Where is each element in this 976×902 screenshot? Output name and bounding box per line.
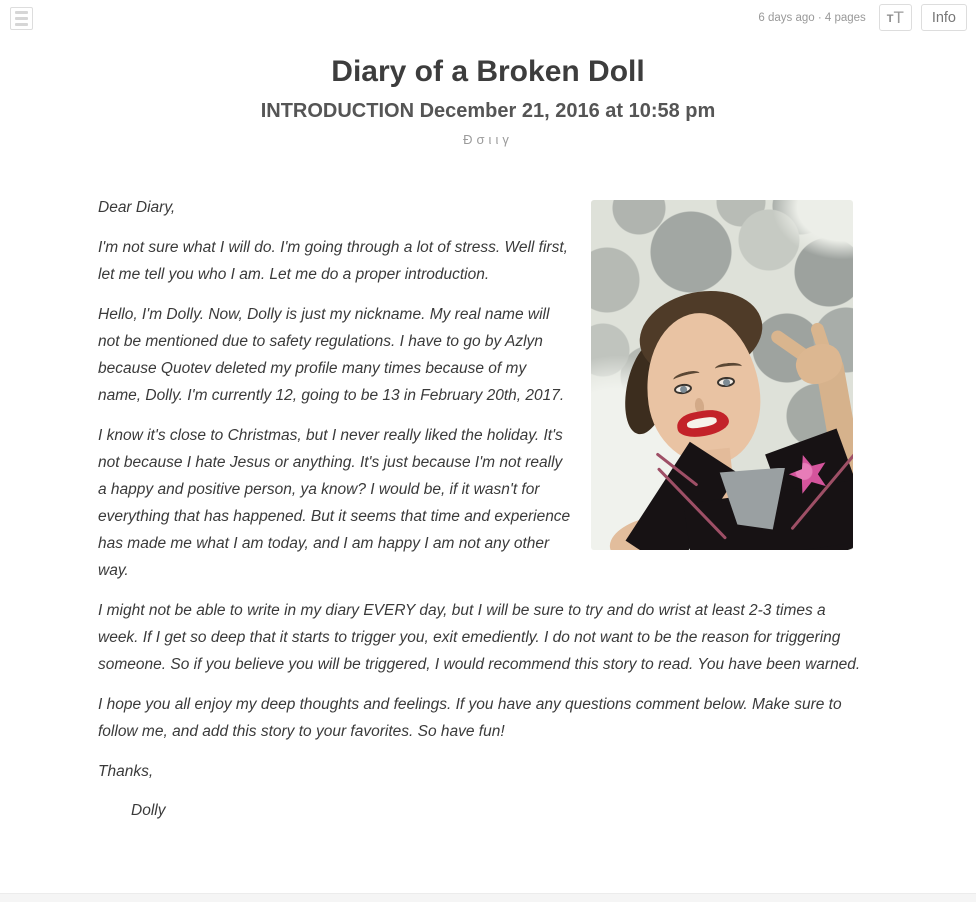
paragraph: I know it's close to Christmas, but I never really liked the holiday. It's not because I hate Jesus or anything. It's just because I'm not really a happy and positive person, ya know? I would be, if it wasn't for everything that has happened. But it seems that time and experience has made me what I am today, and I am happy I am not any other way. xyxy=(98,426,571,579)
paragraph: I'm not sure what I will do. I'm going through a lot of stress. Well first, let me tell you who I am. Let me do a proper introduction. xyxy=(98,238,568,283)
chapter-body xyxy=(98,194,870,824)
chapter-header xyxy=(0,36,976,147)
info-button[interactable]: Info xyxy=(921,4,967,31)
hamburger-icon xyxy=(15,11,28,14)
story-meta: 6 days ago · 4 pages xyxy=(758,11,866,24)
chapter-title: INTRODUCTION December 21, 2016 at 10:58 pm xyxy=(260,99,716,122)
paragraph: I might not be able to write in my diary EVERY day, but I will be sure to try and do wrist at least 2-3 times a week. If I get so deep that it starts to trigger you, exit emediently. I do not want to be the reason for triggering someone. So if you believe you will be triggered, I would recommend this story to read. You have been warned. xyxy=(98,601,861,673)
next-section-divider xyxy=(0,893,976,902)
paragraph: Hello, I'm Dolly. Now, Dolly is just my nickname. My real name will not be mentioned due to safety regulations. I have to go by Azlyn because Quotev deleted my profile many times because of my name, Dolly. I'm currently 12, going to be 13 in February 20th, 2017. xyxy=(98,305,565,404)
text-size-small-t-icon: T xyxy=(886,13,894,25)
story-title: Diary of a Broken Doll xyxy=(331,55,645,88)
story-photo xyxy=(591,200,853,550)
signature-thanks: Thanks, xyxy=(98,762,154,780)
top-toolbar xyxy=(0,0,976,36)
menu-button[interactable] xyxy=(10,7,33,30)
signature-name: Dolly xyxy=(131,801,166,819)
author-name[interactable]: Ðσιιγ xyxy=(463,131,513,147)
paragraph: Dear Diary, xyxy=(98,198,176,216)
text-size-large-t-icon: T xyxy=(893,7,904,27)
paragraph: I hope you all enjoy my deep thoughts and feelings. If you have any questions comment below. Make sure to follow me, and add this story to your favorites. So have fun! xyxy=(98,695,842,740)
text-size-button[interactable] xyxy=(879,4,912,31)
